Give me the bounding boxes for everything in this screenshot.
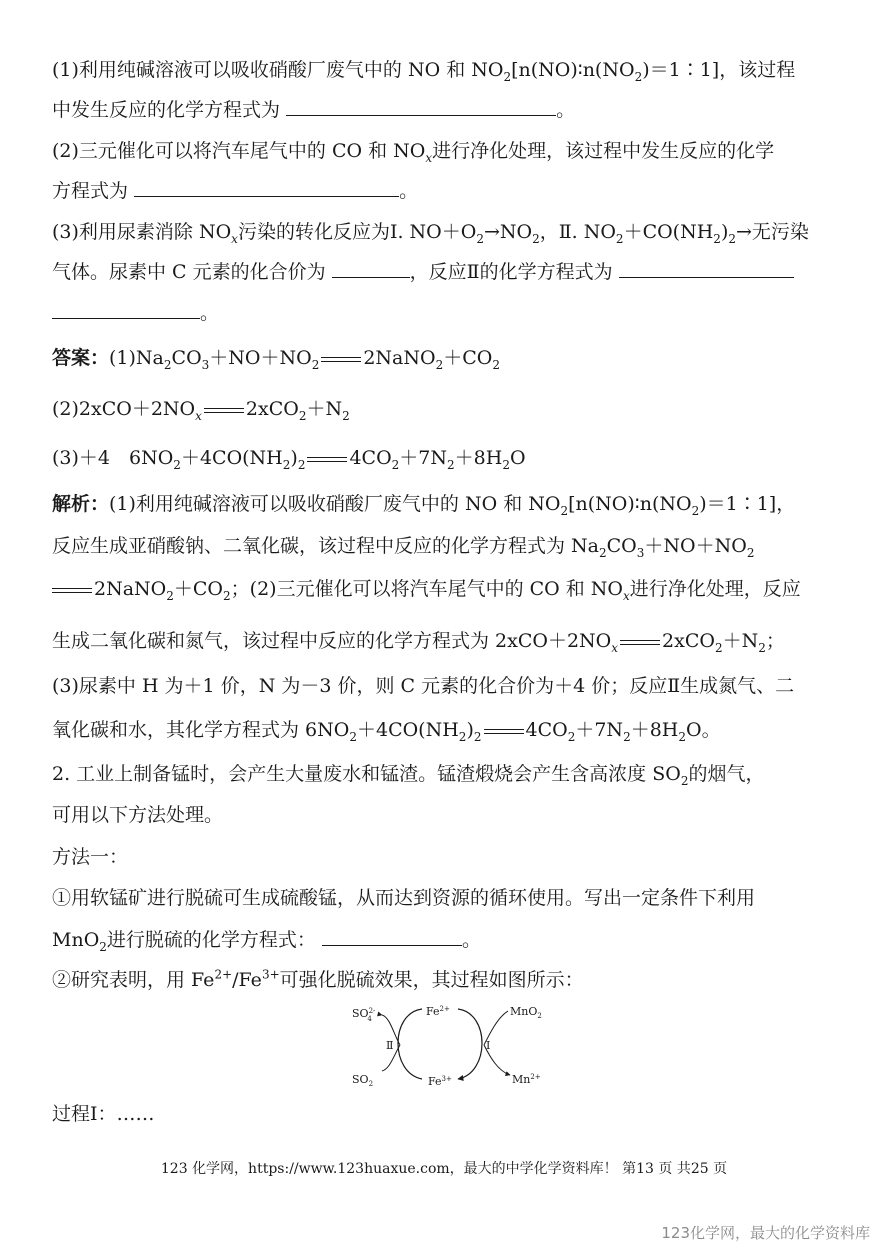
text: ＋7N [575,719,624,741]
equals-sign [484,729,524,734]
q2-line-2 [52,177,842,205]
text: (1)利用纯碱溶液可以吸收硝酸厂废气中的 NO 和 NO [52,59,504,81]
text: ＋8H [630,719,679,741]
text: ＋4CO(NH [356,719,459,741]
text: 。 [556,99,576,121]
q1-line-1: (1)利用纯碱溶液可以吸收硝酸厂废气中的 NO 和 $NO_2[n(NO)∶n(NO_2)=1∶1]$，该过程 [52,59,796,84]
equals-sign [52,588,92,593]
text: ，反应Ⅱ的化学方程式为 [409,261,613,283]
text: 进行净化处理，反应 [629,578,801,600]
cycle-arc-left [398,1009,422,1079]
text: 氧化碳和水，其化学方程式为 6NO [52,719,350,741]
text: 反应生成亚硝酸钠、二氧化碳，该过程中反应的化学方程式为 Na [52,535,599,557]
text: ＋N [722,630,759,652]
text: ＋4CO(NH [180,447,283,469]
text: 方法一： [52,846,129,868]
label-roman-ii: Ⅱ [386,1039,394,1052]
analysis-line-4: 生成二氧化碳和氮气，该过程中反应的化学方程式为 $2xCO+2NO_x$ $2xCO_2+N_2$； [52,630,785,655]
answer-line-3: (3)＋4 $6NO_2+4CO(NH_2)_2$ $4CO_2+7N_2+8H_2O$ [52,447,526,472]
text: ；(2)三元催化可以将汽车尾气中的 CO 和 NO [230,578,624,600]
text: (3)＋4 6NO [52,447,174,469]
text: [n(NO)∶n(NO [568,493,692,515]
text: 。 [200,302,220,324]
text: 生成二氧化碳和氮气，该过程中反应的化学方程式为 2xCO＋2NO [52,630,612,652]
equals-sign [620,640,660,645]
answer-label: 答案： [52,347,110,369]
label-so4: $SO^{2-}4$ [352,1007,376,1023]
text: 可用以下方法处理。 [52,804,224,826]
text: 的烟气， [688,763,765,785]
text: O [509,447,526,469]
text: 2xCO [245,398,299,420]
method-item-1-line-2: MnO$_2$进行脱硫的化学方程式： 。 [52,929,481,954]
method-item-2: ②研究表明，用 $Fe^{2+}/Fe^{3+}$可强化脱硫效果，其过程如图所示： [52,967,584,991]
text: ) [290,447,298,469]
analysis-line-6: 氧化碳和水，其化学方程式为 $6NO_2+4CO(NH_2)_2$ $4CO_2+7N_2+8H_2O$。 [52,719,721,744]
answer-blank[interactable] [322,927,462,946]
analysis-line-1: 解析：(1)利用纯碱溶液可以吸收硝酸厂废气中的 NO 和 $NO_2[n(NO)∶n(NO_2)=1∶1]$， [52,493,796,518]
text: (3)尿素中 H 为＋1 价，N 为－3 价，则 C 元素的化合价为＋4 价；反应Ⅱ生成氮气、二 [52,675,795,697]
text: ＋NO＋NO [644,535,747,557]
answer-line-2: $(2)2xCO+2NO_x$ $2xCO_2+N_2$ [52,398,350,423]
label-mno2: MnO$_2$ [510,1005,542,1020]
answer-blank[interactable] [332,259,410,278]
label-fe2: $Fe^{2+}$ [426,1005,450,1018]
text: ＋CO [443,347,493,369]
text: ②研究表明，用 Fe [52,969,215,991]
text: 。 [399,180,419,202]
text: ) [466,719,474,741]
q-two-line-2 [52,801,842,829]
text: ) [720,221,729,243]
analysis-label: 解析： [52,493,110,515]
label-so2: $SO_2$ [352,1073,374,1088]
text: ＋CO(NH [623,221,714,243]
text: 。 [461,929,481,951]
text: 进行脱硫的化学方程式： [106,929,316,951]
text: 污染的转化反应为Ⅰ. NO＋O [237,221,477,243]
text: ，Ⅱ. NO [539,221,616,243]
cycle-diagram [330,995,560,1095]
q1-line-2 [52,96,842,124]
text: →NO [483,221,533,243]
cycle-arc-right [458,1009,482,1079]
text: 气体。尿素中 C 元素的化合价为 [52,261,326,283]
text: (3)利用尿素消除 NO [52,221,232,243]
text: (1)Na [109,347,164,369]
process-line [52,1100,842,1128]
text: CO [171,347,202,369]
text: /Fe [232,969,262,991]
q3-line-3 [52,299,842,327]
text: ＋8H [454,447,503,469]
analysis-line-5 [52,672,842,700]
q-two-line-1: 2. 工业上制备锰时，会产生大量废水和锰渣。锰渣煅烧会产生含高浓度 $SO_2$的烟气， [52,763,765,788]
answer-blank[interactable] [286,97,556,116]
text: [n(NO)∶n(NO [511,59,635,81]
answer-blank[interactable] [134,178,399,197]
text: (1)利用纯碱溶液可以吸收硝酸厂废气中的 NO 和 NO [109,493,561,515]
text: (2)三元催化可以将汽车尾气中的 CO 和 NO [52,140,426,162]
watermark: 123化学网，最大的化学资料库 [661,1224,870,1242]
text: 2. 工业上制备锰时，会产生大量废水和锰渣。锰渣煅烧会产生含高浓度 SO [52,763,681,785]
q3-line-2 [52,258,842,286]
text: ； [765,630,785,652]
text: )＝1∶1]， [699,493,796,515]
text: ＋7N [399,447,448,469]
page-footer: 123 化学网，https://www.123huaxue.com，最大的中学化学资料库！ 第13 页 共25 页 [160,1161,728,1177]
text: 过程Ⅰ：…… [52,1103,155,1125]
equals-sign [321,357,361,362]
text: CO [606,535,637,557]
equals-sign [204,408,244,413]
text: →无污染 [736,221,809,243]
text: 2NaNO [363,347,436,369]
answer-line-1: 答案：$(1)Na_2CO_3+NO+NO_2$ $2NaNO_2+CO_2$ [52,347,500,372]
text: ①用软锰矿进行脱硫可生成硫酸锰，从而达到资源的循环使用。写出一定条件下利用 [52,887,756,909]
answer-blank[interactable] [52,300,200,319]
text: 2xCO [662,630,715,652]
text: 4CO [349,447,392,469]
q2-line-1: (2)三元催化可以将汽车尾气中的 CO 和 $NO_x$进行净化处理，该过程中发生反应的化学 [52,140,775,165]
label-roman-i: Ⅰ [486,1039,491,1052]
text: 进行净化处理，该过程中发生反应的化学 [432,140,775,162]
text: 4CO [525,719,568,741]
label-fe3: $Fe^{3+}$ [428,1075,452,1088]
text: O。 [686,719,721,741]
text: 中发生反应的化学方程式为 [52,99,281,121]
text: ＋NO＋NO [209,347,312,369]
answer-blank[interactable] [619,259,794,278]
text: MnO [52,929,100,951]
text: ＋N [306,398,343,420]
text: 方程式为 [52,180,129,202]
method-heading [52,843,842,871]
text: )＝1∶1]，该过程 [642,59,796,81]
text: (2)2xCO＋2NO [52,398,196,420]
text: ＋CO [173,578,224,600]
label-mn2: $Mn^{2+}$ [512,1073,541,1086]
method-item-1-line-1 [52,884,842,912]
text: 2NaNO [94,578,167,600]
text: 可强化脱硫效果，其过程如图所示： [279,969,584,991]
q3-line-1: (3)利用尿素消除 $NO_x$污染的转化反应为Ⅰ. $NO+O_2\to NO_2$，Ⅱ. $NO_2+CO(NH_2)_2\to$无污染 [52,221,809,246]
analysis-line-2: 反应生成亚硝酸钠、二氧化碳，该过程中反应的化学方程式为 $Na_2CO_3+NO+NO_2$ [52,535,755,560]
equals-sign [307,457,347,462]
analysis-line-3: $2NaNO_2+CO_2$；(2)三元催化可以将汽车尾气中的 CO 和 $NO_x$进行净化处理，反应 [52,575,842,603]
